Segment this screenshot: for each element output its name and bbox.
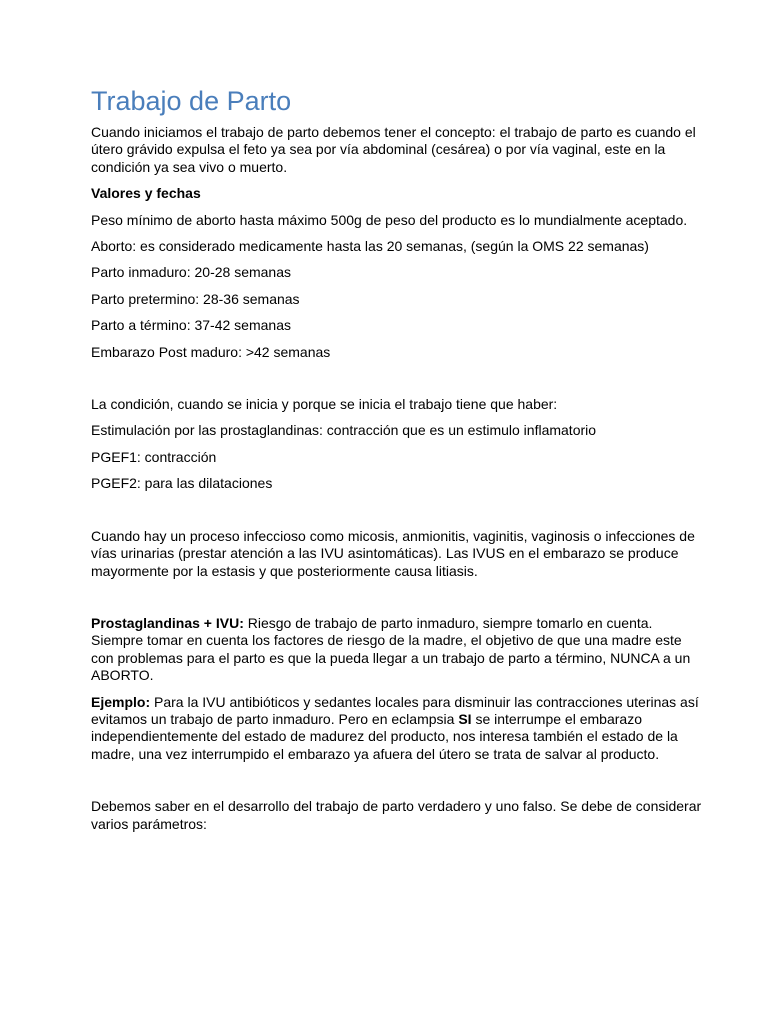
values-item: Parto inmaduro: 20-28 semanas — [91, 264, 291, 281]
section-heading: Valores y fechas — [91, 185, 201, 202]
prostaglandins-text: Riesgo de trabajo de parto inmaduro, siempre tomarlo en cuenta. Siempre tomar en cuenta los factores de riesgo de la madre, el objetivo de que una madre este con problemas para el parto es que la pueda llegar a un trabajo de parto a término, NUNCA a un ABORTO. — [91, 614, 691, 684]
values-item: Embarazo Post maduro: >42 semanas — [91, 343, 331, 360]
document-title: Trabajo de Parto — [91, 86, 292, 116]
condition-intro: La condición, cuando se inicia y porque se inicia el trabajo tiene que haber: — [91, 396, 558, 413]
example-text-after: se interrumpe el embarazo independientemente del estado de madurez del producto, nos interesa también el estado de la madre, una vez interrumpido el embarazo ya afuera del útero se trata de salvar al producto. — [91, 710, 678, 762]
document-body — [91, 84, 703, 833]
values-item: Parto a término: 37-42 semanas — [91, 317, 291, 334]
values-item: Parto pretermino: 28-36 semanas — [91, 290, 300, 307]
example-label: Ejemplo: — [91, 693, 151, 710]
values-item: Peso mínimo de aborto hasta máximo 500g de peso del producto es lo mundialmente aceptado. — [91, 211, 688, 228]
infection-paragraph: Cuando hay un proceso infeccioso como micosis, anmionitis, vaginitis, vaginosis o infecciones de vías urinarias (prestar atención a las IVU asintomáticas). Las IVUS en el embarazo se produce mayormente por la estasis y que posteriormente causa litiasis. — [91, 527, 695, 579]
condition-item: Estimulación por las prostaglandinas: contracción que es un estimulo inflamatorio — [91, 422, 597, 439]
example-paragraph — [91, 694, 703, 764]
intro-paragraph: Cuando iniciamos el trabajo de parto debemos tener el concepto: el trabajo de parto es cuando el útero grávido expulsa el feto ya sea por vía abdominal (cesárea) o por vía vaginal, este en la condición ya sea vivo o muerto. — [91, 124, 696, 175]
example-emphasis: SI — [458, 710, 472, 727]
condition-item: PGEF1: contracción — [91, 448, 217, 465]
condition-item: PGEF2: para las dilataciones — [91, 475, 273, 492]
prostaglandins-label: Prostaglandinas + IVU: — [91, 614, 244, 631]
closing-paragraph: Debemos saber en el desarrollo del trabajo de parto verdadero y uno falso. Se debe de considerar varios parámetros: — [91, 798, 702, 832]
values-item: Aborto: es considerado medicamente hasta las 20 semanas, (según la OMS 22 semanas) — [91, 238, 649, 255]
prostaglandins-paragraph — [91, 615, 703, 685]
example-text-before: Para la IVU antibióticos y sedantes locales para disminuir las contracciones uterinas así evitamos un trabajo de parto inmaduro. Pero en eclampsia — [91, 693, 699, 727]
